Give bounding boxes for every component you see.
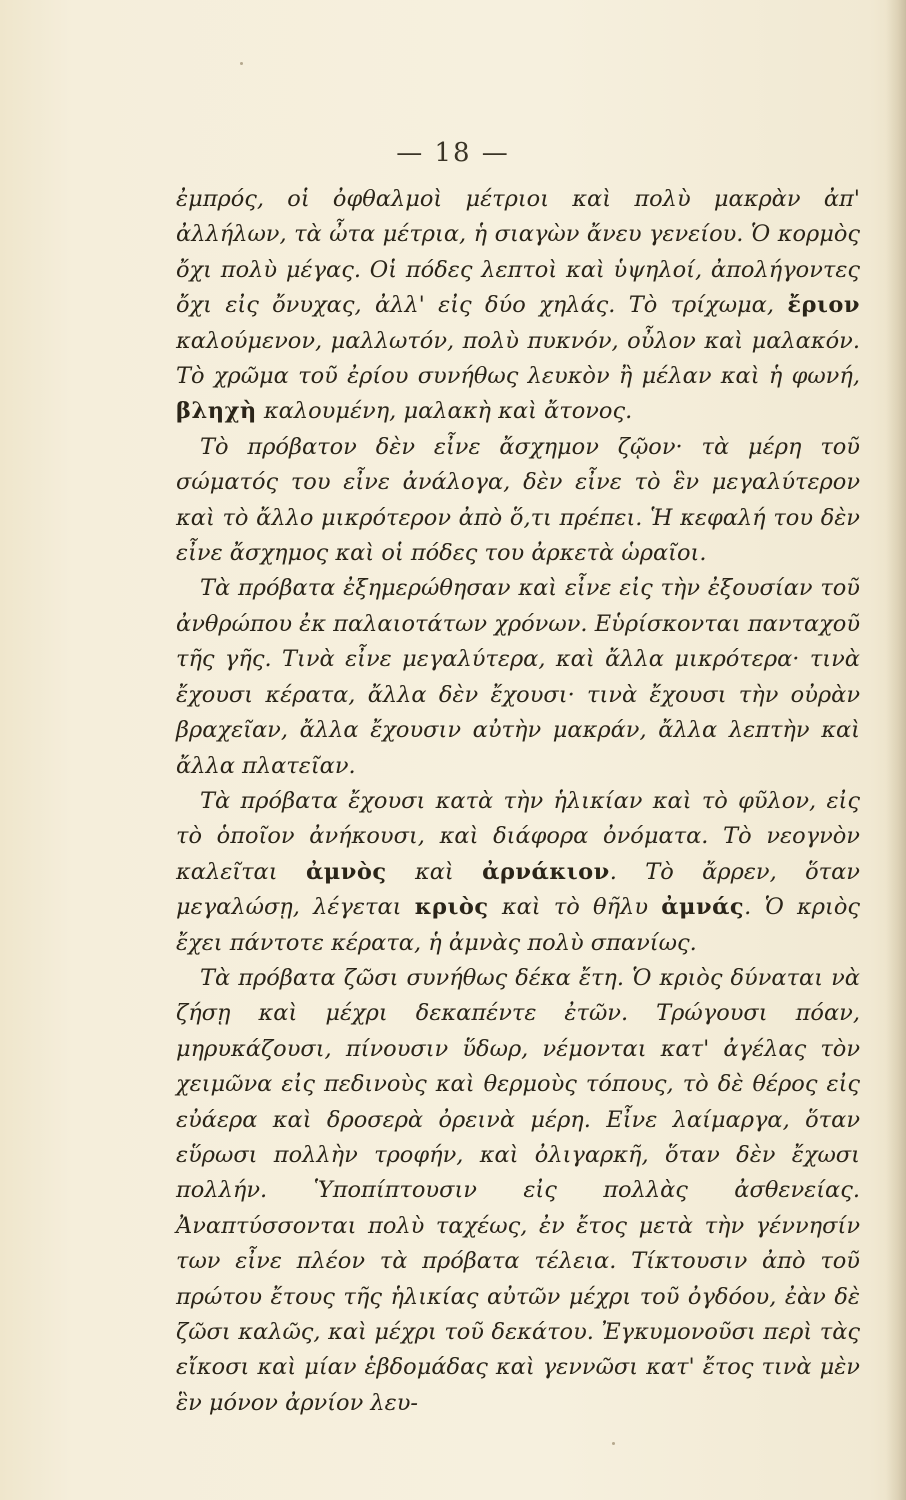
text-run: . Τὸ ἄρρεν, ὅταν μεγαλώσῃ, λέγεται bbox=[176, 858, 860, 921]
text-run: καὶ bbox=[386, 858, 483, 885]
paragraph bbox=[176, 182, 860, 430]
paper-speck bbox=[240, 62, 243, 65]
bold-term: ἀμνὸς bbox=[305, 858, 387, 885]
text-run: καλουμένη, μαλακὴ καὶ ἄτονος. bbox=[256, 398, 633, 425]
bold-term: κριὸς bbox=[414, 894, 489, 921]
text-run: . Ὁ κριὸς ἔχει πάντοτε κέρατα, ἡ ἀμνὰς πολὺ σπανίως. bbox=[176, 894, 861, 956]
text-run: ἐμπρός, οἱ ὀφθαλμοὶ μέτριοι καὶ πολὺ μακρὰν ἀπ' ἀλλήλων, τὰ ὦτα μέτρια, ἡ σιαγὼν ἄνευ γενείου. Ὁ κορμὸς ὄχι πολὺ μέγας. Οἱ πόδες λεπτοὶ καὶ ὑψηλοί, ἀπολήγοντες ὄχι εἰς ὄνυχας, ἀλλ' εἰς δύο χηλάς. Τὸ τρίχωμα, bbox=[176, 186, 860, 319]
bold-term: ἔριον bbox=[787, 292, 860, 319]
text-run: Τὸ πρόβατον δὲν εἶνε ἄσχημον ζῷον· τὰ μέρη τοῦ σώματός του εἶνε ἀνάλογα, δὲν εἶνε τὸ ἓν μεγαλύτερον καὶ τὸ ἄλλο μικρότερον ἀπὸ ὅ,τι πρέπει. Ἡ κεφαλή του δὲν εἶνε ἄσχημος καὶ οἱ πόδες του ἀρκετὰ ὡραῖοι. bbox=[176, 433, 860, 567]
text-run: Τὰ πρόβατα ζῶσι συνήθως δέκα ἔτη. Ὁ κριὸς δύναται νὰ ζήσῃ καὶ μέχρι δεκαπέντε ἐτῶν. Τρώγουσι πόαν, μηρυκάζουσι, πίνουσιν ὕδωρ, νέμονται κατ' ἀγέλας τὸν χειμῶνα εἰς πεδινοὺς καὶ θερμοὺς τόπους, τὸ δὲ θέρος εἰς εὐάερα καὶ δροσερὰ ὀρεινὰ μέρη. Εἶνε λαίμαργα, ὅταν εὕρωσι πολλὴν τροφήν, καὶ ὀλιγαρκῆ, ὅταν δὲν ἔχωσι πολλήν. Ὑποπίπτουσιν εἰς πολλὰς ἀσθενείας. Ἀναπτύσσονται πολὺ ταχέως, ἐν ἔτος μετὰ τὴν γέννησίν των εἶνε πλέον τὰ πρόβατα τέλεια. Τίκτουσιν ἀπὸ τοῦ πρώτου ἔτους τῆς ἡλικίας αὐτῶν μέχρι τοῦ ὀγδόου, ἐὰν δὲ ζῶσι καλῶς, καὶ μέχρι τοῦ δεκάτου. Ἐγκυμονοῦσι περὶ τὰς εἴκοσι καὶ μίαν ἑβδομάδας καὶ γεννῶσι κατ' ἔτος τινὰ μὲν ἓν μόνον ἀρνίον λευ- bbox=[176, 964, 860, 1416]
text-run: καὶ τὸ θῆλυ bbox=[488, 894, 662, 921]
paper-speck bbox=[612, 1442, 615, 1445]
bold-term: ἀμνάς bbox=[661, 894, 745, 921]
bold-term: βληχὴ bbox=[176, 398, 257, 425]
body-text bbox=[176, 182, 860, 1421]
text-run: Τὰ πρόβατα ἐξημερώθησαν καὶ εἶνε εἰς τὴν ἐξουσίαν τοῦ ἀνθρώπου ἐκ παλαιοτάτων χρόνων. Εὑρίσκονται πανταχοῦ τῆς γῆς. Τινὰ εἶνε μεγαλύτερα, καὶ ἄλλα μικρότερα· τινὰ ἔχουσι κέρατα, ἄλλα δὲν ἔχουσι· τινὰ ἔχουσι τὴν οὐρὰν βραχεῖαν, ἄλλα ἔχουσιν αὐτὴν μακράν, ἄλλα λεπτὴν καὶ ἄλλα πλατεῖαν. bbox=[176, 575, 860, 779]
text-run: Τὰ πρόβατα ἔχουσι κατὰ τὴν ἡλικίαν καὶ τὸ φῦλον, εἰς τὸ ὁποῖον ἀνήκουσι, καὶ διάφορα ὀνόματα. Τὸ νεογνὸν καλεῖται bbox=[176, 787, 860, 885]
text-run: καλούμενον, μαλλωτόν, πολὺ πυκνόν, οὖλον καὶ μαλακόν. Τὸ χρῶμα τοῦ ἐρίου συνήθως λευκὸν ἢ μέλαν καὶ ἡ φωνή, bbox=[176, 327, 860, 390]
paragraph bbox=[176, 784, 860, 961]
paragraph bbox=[176, 571, 860, 783]
paragraph bbox=[176, 961, 860, 1421]
bold-term: ἀρνάκιον bbox=[482, 858, 610, 885]
page-edge-shadow bbox=[886, 0, 906, 1500]
paragraph bbox=[176, 430, 860, 572]
page-number: — 18 — bbox=[396, 138, 510, 168]
